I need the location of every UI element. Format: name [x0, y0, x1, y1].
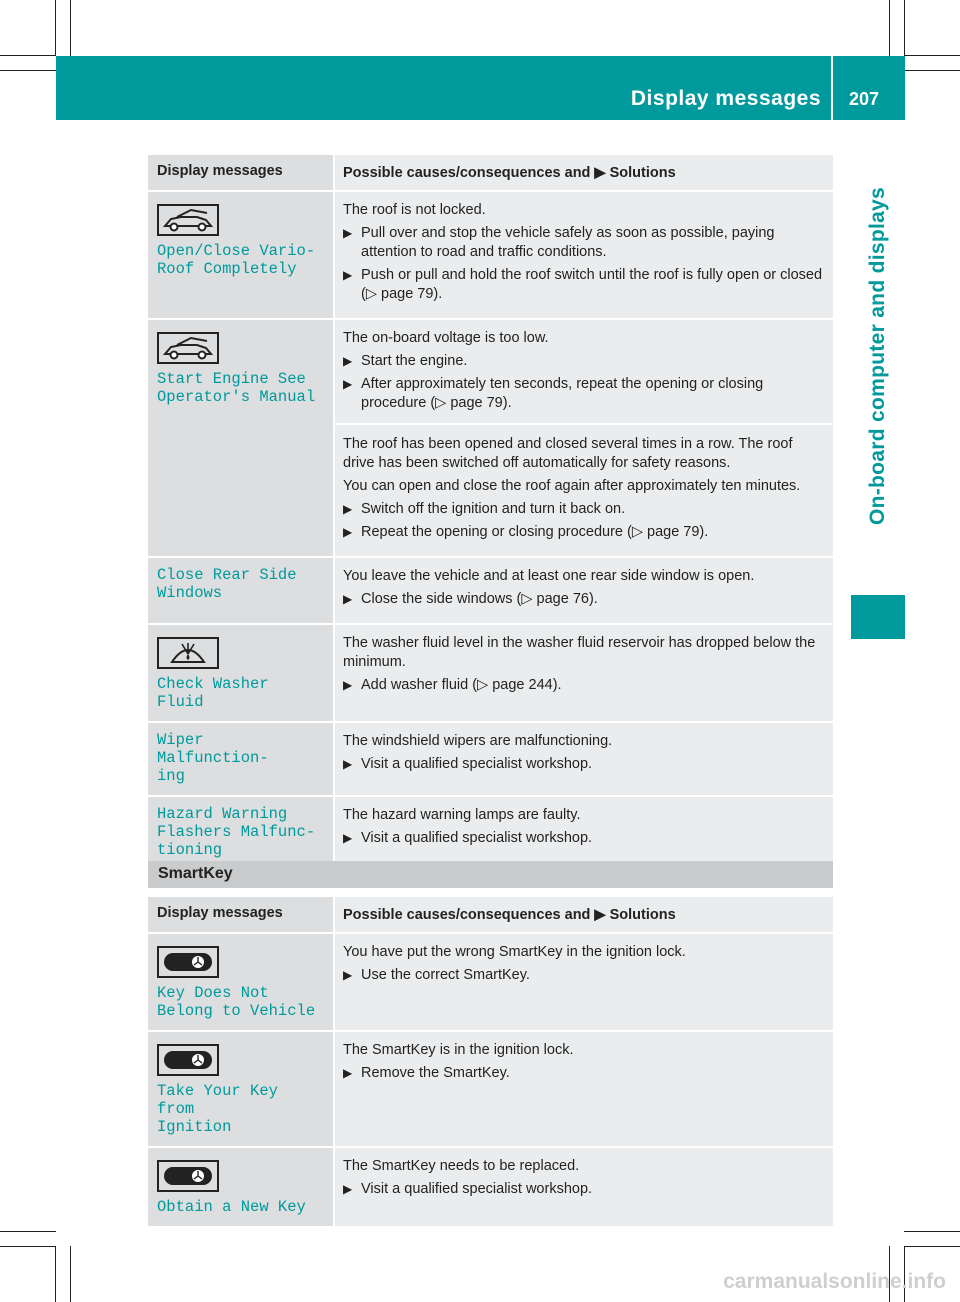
smartkey-icon: [157, 1044, 219, 1076]
step-text: Close the side windows (▷ page 76).: [361, 591, 598, 607]
step-text: Push or pull and hold the roof switch until the roof is fully open or closed (▷ page 79).: [361, 267, 823, 302]
watermark: carmanualsonline.info: [723, 1270, 946, 1293]
cause-block: [343, 634, 825, 695]
solution-step: [343, 1064, 825, 1083]
chapter-side-tab: [851, 130, 905, 582]
display-message-text: Check Washer Fluid: [157, 675, 269, 711]
solution-step: [343, 266, 825, 304]
display-message-text: Open/Close Vario- Roof Completely: [157, 242, 316, 278]
display-message-text: Key Does Not Belong to Vehicle: [157, 984, 316, 1020]
chapter-label: On-board computer and displays: [866, 186, 889, 526]
display-message-text: Obtain a New Key: [157, 1198, 306, 1216]
header-causes-label: Possible causes/consequences and: [343, 165, 591, 181]
cause-text: The hazard warning lamps are faulty.: [343, 807, 581, 823]
cause-text: The roof is not locked.: [343, 202, 486, 218]
table-row: [148, 558, 833, 625]
step-text: Repeat the opening or closing procedure (▷ page 79).: [361, 524, 709, 540]
step-arrow-icon: ▶: [343, 968, 353, 982]
header-causes-label: Possible causes/consequences and: [343, 907, 591, 923]
solution-arrow-icon: ▶: [594, 165, 606, 181]
smartkey-messages-table: [148, 897, 833, 1228]
cause-block: [343, 329, 825, 413]
solution-cell: [335, 1032, 833, 1146]
header-divider: [831, 56, 833, 120]
display-message-text: Wiper Malfunction‐ ing: [157, 731, 269, 785]
display-message-cell: [148, 1148, 335, 1226]
solution-step: [343, 500, 825, 519]
solution-cell: [335, 558, 833, 623]
step-text: Add washer fluid (▷ page 244).: [361, 677, 562, 693]
solution-cell: [335, 192, 833, 318]
chapter-marker: [851, 595, 905, 639]
table-header-row: [148, 155, 833, 192]
display-message-cell: [148, 558, 335, 623]
step-arrow-icon: ▶: [343, 1182, 353, 1196]
cause-text: You can open and close the roof again after approximately ten minutes.: [343, 478, 801, 494]
crop-mark: [70, 1246, 71, 1302]
crop-mark: [904, 70, 960, 71]
cause-text: The roof has been opened and closed several times in a row. The roof drive has been switched off automatically for safety reasons.: [343, 436, 793, 471]
crop-mark: [55, 0, 56, 56]
display-message-cell: [148, 192, 335, 318]
crop-mark: [0, 1231, 56, 1232]
cause-text: You leave the vehicle and at least one rear side window is open.: [343, 568, 755, 584]
cause-block: [343, 806, 825, 848]
page-number: 207: [848, 89, 879, 109]
crop-mark: [70, 0, 71, 56]
header-solutions-label: Solutions: [609, 165, 676, 181]
smartkey-icon: [157, 946, 219, 978]
table-row: [148, 797, 833, 871]
table-row: [148, 1032, 833, 1148]
table-row: [148, 192, 833, 320]
solution-step: [343, 375, 825, 413]
header-solutions-label: Solutions: [609, 907, 676, 923]
step-text: After approximately ten seconds, repeat the opening or closing procedure (▷ page 79).: [361, 376, 764, 411]
cause-block: [343, 943, 825, 985]
cause-text: The washer fluid level in the washer fluid reservoir has dropped below the minimum.: [343, 635, 816, 670]
cause-text: The windshield wipers are malfunctioning.: [343, 733, 613, 749]
step-text: Visit a qualified specialist workshop.: [361, 1181, 593, 1197]
crop-mark: [0, 55, 56, 56]
table-row: [148, 1148, 833, 1228]
page-header: [56, 56, 905, 120]
header-display-messages: Display messages: [148, 155, 335, 190]
header-title: Display messages: [630, 87, 821, 110]
header-causes-solutions: [335, 897, 833, 932]
cause-block: [343, 567, 825, 609]
table-header-row: [148, 897, 833, 934]
solution-step: [343, 224, 825, 262]
step-arrow-icon: ▶: [343, 354, 353, 368]
solution-step: [343, 523, 825, 542]
solution-cell: [335, 1148, 833, 1226]
crop-mark: [55, 1246, 56, 1302]
cause-text: The SmartKey needs to be replaced.: [343, 1158, 580, 1174]
step-text: Visit a qualified specialist workshop.: [361, 830, 593, 846]
header-causes-solutions: [335, 155, 833, 190]
cause-block: [343, 1041, 825, 1083]
step-text: Use the correct SmartKey.: [361, 967, 530, 983]
step-arrow-icon: ▶: [343, 757, 353, 771]
smartkey-icon: [157, 1160, 219, 1192]
solution-step: [343, 755, 825, 774]
solution-step: [343, 966, 825, 985]
crop-mark: [904, 1231, 960, 1232]
step-arrow-icon: ▶: [343, 1066, 353, 1080]
solution-step: [343, 1180, 825, 1199]
cause-text: The SmartKey is in the ignition lock.: [343, 1042, 574, 1058]
crop-mark: [0, 1246, 56, 1247]
solution-cell: [335, 723, 833, 795]
step-text: Pull over and stop the vehicle safely as soon as possible, paying attention to road and traffic conditions.: [361, 225, 775, 260]
crop-mark: [889, 0, 890, 56]
display-message-text: Close Rear Side Windows: [157, 566, 297, 602]
table-row: [148, 723, 833, 797]
convertible-roof-icon: [157, 332, 219, 364]
header-display-messages: Display messages: [148, 897, 335, 932]
step-text: Start the engine.: [361, 353, 468, 369]
solution-cell: [335, 625, 833, 721]
step-arrow-icon: ▶: [343, 592, 353, 606]
step-text: Visit a qualified specialist workshop.: [361, 756, 593, 772]
cause-text: The on-board voltage is too low.: [343, 330, 549, 346]
step-arrow-icon: ▶: [343, 525, 353, 539]
solution-arrow-icon: ▶: [594, 907, 606, 923]
solution-cell: [335, 320, 833, 556]
cause-block: [335, 423, 833, 542]
section-title: SmartKey: [148, 861, 833, 888]
cause-text: You have put the wrong SmartKey in the ignition lock.: [343, 944, 686, 960]
solution-step: [343, 590, 825, 609]
display-message-text: Start Engine See Operator's Manual: [157, 370, 316, 406]
cause-block: [343, 732, 825, 774]
display-message-cell: [148, 934, 335, 1030]
display-message-cell: [148, 625, 335, 721]
solution-step: [343, 829, 825, 848]
step-arrow-icon: ▶: [343, 831, 353, 845]
table-row: [148, 625, 833, 723]
cause-block: [343, 201, 825, 304]
display-message-cell: [148, 320, 335, 556]
washer-fluid-icon: [157, 637, 219, 669]
display-message-text: Hazard Warning Flashers Malfunc‐ tioning: [157, 805, 316, 859]
crop-mark: [0, 70, 56, 71]
crop-mark: [904, 55, 960, 56]
step-arrow-icon: ▶: [343, 226, 353, 240]
step-arrow-icon: ▶: [343, 678, 353, 692]
solution-step: [343, 352, 825, 371]
crop-mark: [904, 0, 905, 56]
step-arrow-icon: ▶: [343, 502, 353, 516]
convertible-roof-icon: [157, 204, 219, 236]
display-message-cell: [148, 723, 335, 795]
step-arrow-icon: ▶: [343, 377, 353, 391]
display-message-cell: [148, 797, 335, 869]
crop-mark: [904, 1246, 960, 1247]
solution-step: [343, 676, 825, 695]
solution-cell: [335, 934, 833, 1030]
table-row: [148, 320, 833, 558]
step-text: Switch off the ignition and turn it back on.: [361, 501, 626, 517]
cause-block: [343, 1157, 825, 1199]
step-text: Remove the SmartKey.: [361, 1065, 510, 1081]
display-message-text: Take Your Key from Ignition: [157, 1082, 278, 1136]
solution-cell: [335, 797, 833, 869]
display-messages-table: [148, 155, 833, 871]
table-row: [148, 934, 833, 1032]
display-message-cell: [148, 1032, 335, 1146]
step-arrow-icon: ▶: [343, 268, 353, 282]
